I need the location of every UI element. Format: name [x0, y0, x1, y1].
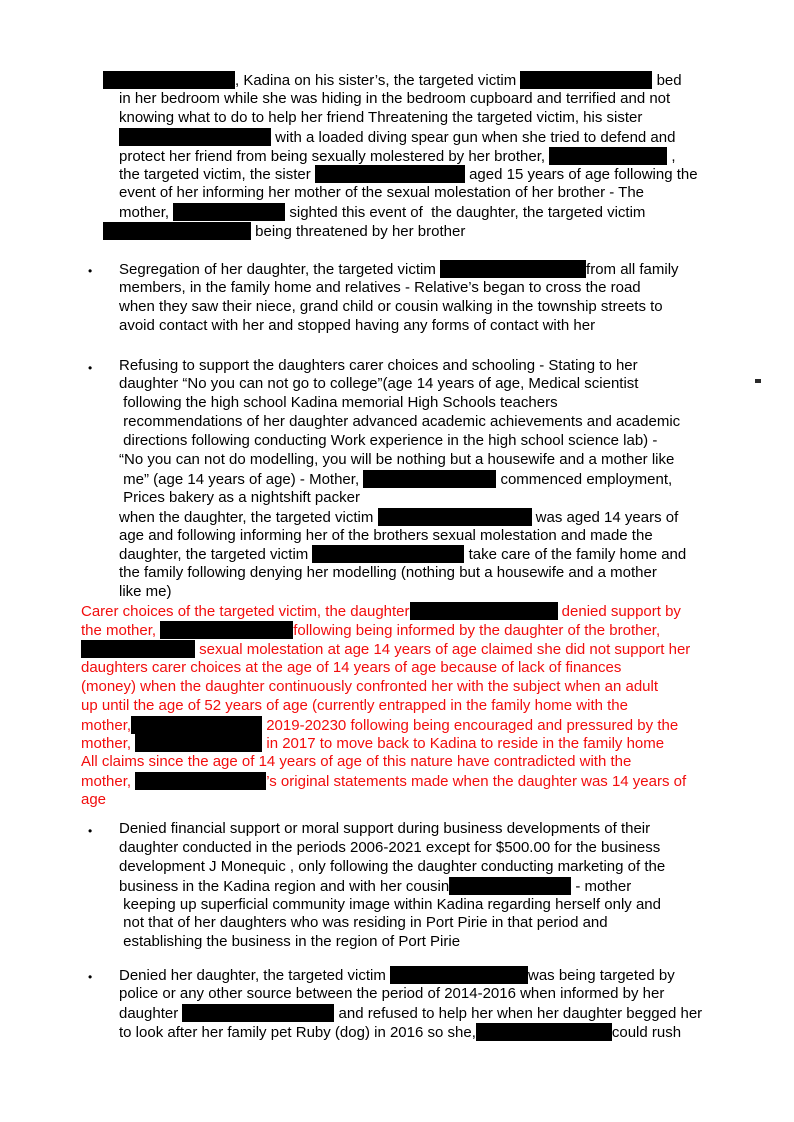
- text-line: [119, 820, 794, 839]
- text-line: [119, 933, 794, 952]
- text-run: like me): [119, 583, 172, 601]
- bullet-item: [0, 820, 794, 952]
- text-line: [119, 966, 794, 985]
- text-run: knowing what to do to help her friend Threatening the targeted victim, his sister: [119, 108, 643, 126]
- document-body: [0, 71, 794, 1042]
- text-line: [81, 621, 794, 640]
- text-line: [119, 985, 794, 1004]
- text-line: [81, 716, 794, 735]
- text-run: recommendations of her daughter advanced academic achievements and academic: [119, 413, 681, 431]
- text-run: take care of the family home and: [464, 546, 687, 564]
- redaction-box: [81, 640, 195, 658]
- text-run: denied support by: [557, 603, 681, 621]
- text-run: me” (age 14 years of age) - Mother,: [119, 470, 364, 488]
- text-run: development J Monequic , only following the daughter conducting marketing of the: [119, 857, 666, 875]
- redaction-box: [520, 71, 652, 89]
- text-line: [119, 413, 794, 432]
- text-run: could rush: [611, 1023, 682, 1041]
- text-run: commenced employment,: [496, 470, 673, 488]
- text-line: [119, 489, 794, 508]
- text-run: age: [81, 791, 107, 809]
- text-run: daughters carer choices at the age of 14 years of age because of lack of finances: [81, 658, 622, 676]
- text-line: [119, 451, 794, 470]
- text-run: ’s original statements made when the daughter was 14 years of: [266, 773, 687, 791]
- redaction-box: [315, 165, 465, 183]
- text-run: Carer choices of the targeted victim, the daughter: [81, 603, 410, 621]
- text-run: the mother,: [81, 622, 161, 640]
- text-run: protect her friend from being sexually molestered by her brother,: [119, 147, 550, 165]
- text-line: [81, 678, 794, 697]
- paragraph: [0, 71, 794, 241]
- redaction-box: [173, 203, 285, 221]
- text-line: [81, 753, 794, 772]
- text-run: Denied financial support or moral support during business developments of their: [119, 819, 651, 837]
- text-line: [119, 583, 794, 602]
- text-line: [119, 394, 794, 413]
- text-run: bed: [652, 72, 682, 89]
- text-run: establishing the business in the region of Port Pirie: [119, 933, 461, 951]
- text-line: [119, 109, 794, 128]
- redaction-box: [160, 621, 293, 639]
- text-line: [119, 90, 794, 109]
- bullet-icon: •: [88, 823, 93, 838]
- text-line: [119, 203, 794, 222]
- text-run: sexual molestation at age 14 years of age claimed she did not support her: [195, 640, 691, 658]
- text-line: [119, 470, 794, 489]
- text-run: in her bedroom while she was hiding in the bedroom cupboard and terrified and not: [119, 89, 671, 107]
- redaction-box: [378, 508, 532, 526]
- text-run: keeping up superficial community image within Kadina regarding herself only and: [119, 895, 661, 913]
- text-run: , Kadina on his sister’s, the targeted victim: [235, 72, 521, 89]
- bullet-icon: •: [88, 264, 93, 279]
- text-run: police or any other source between the period of 2014-2016 when informed by her: [119, 985, 665, 1003]
- text-run: with a loaded diving spear gun when she tried to defend and: [271, 128, 676, 146]
- text-line: [119, 260, 794, 279]
- text-run: in 2017 to move back to Kadina to reside in the family home: [262, 735, 665, 753]
- text-line: [119, 896, 794, 915]
- text-run: was aged 14 years of: [531, 508, 679, 526]
- stray-mark: [755, 379, 761, 383]
- text-line: [119, 298, 794, 317]
- text-line: [119, 877, 794, 896]
- text-run: sighted this event of the daughter, the targeted victim: [285, 204, 646, 222]
- text-line: [81, 659, 794, 678]
- text-line: [81, 697, 794, 716]
- redaction-box: [363, 470, 496, 488]
- redaction-box: [103, 71, 235, 89]
- text-run: when they saw their niece, grand child or cousin walking in the township streets to: [119, 297, 663, 315]
- text-run: age and following informing her of the brothers sexual molestation and made the: [119, 526, 653, 544]
- text-run: daughter conducted in the periods 2006-2021 except for $500.00 for the business: [119, 838, 661, 856]
- text-run: event of her informing her mother of the sexual molestation of her brother - The: [119, 184, 644, 202]
- text-run: aged 15 years of age following the: [464, 166, 698, 184]
- redaction-box: [135, 734, 262, 752]
- text-run: Segregation of her daughter, the targeted victim: [119, 261, 441, 279]
- red-paragraph: [0, 602, 794, 810]
- bullet-icon: •: [88, 360, 93, 375]
- text-line: [103, 222, 794, 241]
- text-run: members, in the family home and relatives - Relative’s began to cross the road: [119, 278, 641, 296]
- text-line: [119, 147, 794, 166]
- text-line: [119, 839, 794, 858]
- text-run: ,: [667, 147, 676, 165]
- text-line: [119, 1004, 794, 1023]
- text-run: when the daughter, the targeted victim: [119, 508, 378, 526]
- text-run: “No you can not do modelling, you will be nothing but a housewife and a mother like: [119, 451, 675, 469]
- text-run: mother,: [81, 773, 136, 791]
- text-run: up until the age of 52 years of age (currently entrapped in the family home with the: [81, 696, 628, 714]
- text-run: Refusing to support the daughters carer choices and schooling - Stating to her: [119, 356, 638, 374]
- text-line: [119, 128, 794, 147]
- text-run: following being informed by the daughter of the brother,: [293, 622, 661, 640]
- bullet-item: [0, 260, 794, 336]
- redaction-box: [390, 966, 528, 984]
- text-line: [103, 71, 794, 90]
- redaction-box: [119, 128, 271, 146]
- redaction-box: [312, 545, 464, 563]
- text-line: [119, 858, 794, 877]
- bullet-icon: •: [88, 970, 93, 985]
- text-run: directions following conducting Work experience in the high school science lab) -: [119, 432, 658, 450]
- redaction-box: [449, 877, 571, 895]
- text-run: and refused to help her when her daughter begged her: [334, 1004, 703, 1022]
- text-line: [81, 791, 794, 810]
- redaction-box: [103, 222, 251, 240]
- text-run: avoid contact with her and stopped having any forms of contact with her: [119, 316, 596, 334]
- text-line: [119, 317, 794, 336]
- text-line: [119, 432, 794, 451]
- text-line: [119, 527, 794, 546]
- text-run: mother,: [81, 716, 132, 734]
- text-run: mother,: [119, 204, 174, 222]
- text-line: [81, 602, 794, 621]
- text-run: daughter, the targeted victim: [119, 546, 313, 564]
- redaction-box: [476, 1023, 612, 1041]
- text-run: not that of her daughters who was residing in Port Pirie in that period and: [119, 914, 608, 932]
- text-line: [119, 165, 794, 184]
- text-run: business in the Kadina region and with her cousin: [119, 877, 450, 895]
- text-line: [81, 734, 794, 753]
- text-line: [119, 564, 794, 583]
- redaction-box: [549, 147, 667, 165]
- text-run: (money) when the daughter continuously confronted her with the subject when an adult: [81, 677, 659, 695]
- text-line: [119, 184, 794, 203]
- redaction-box: [131, 716, 262, 734]
- bullet-item: [0, 357, 794, 603]
- redaction-box: [182, 1004, 334, 1022]
- text-line: [119, 545, 794, 564]
- bullet-item: [0, 966, 794, 1042]
- text-run: Prices bakery as a nightshift packer: [119, 488, 360, 506]
- text-run: - mother: [571, 877, 632, 895]
- text-line: [119, 508, 794, 527]
- redaction-box: [135, 772, 266, 790]
- text-line: [81, 772, 794, 791]
- text-run: the targeted victim, the sister: [119, 166, 315, 184]
- text-line: [119, 357, 794, 376]
- text-run: being threatened by her brother: [251, 223, 466, 241]
- text-run: Denied her daughter, the targeted victim: [119, 967, 390, 985]
- text-run: All claims since the age of 14 years of age of this nature have contradicted with the: [81, 753, 632, 771]
- text-run: to look after her family pet Ruby (dog) in 2016 so she,: [119, 1023, 476, 1041]
- text-line: [119, 375, 794, 394]
- text-run: was being targeted by: [528, 967, 675, 985]
- text-line: [119, 914, 794, 933]
- text-run: mother,: [81, 735, 136, 753]
- text-line: [81, 640, 794, 659]
- text-run: from all family: [586, 261, 679, 279]
- text-run: following the high school Kadina memorial High Schools teachers: [119, 394, 558, 412]
- text-run: daughter: [119, 1004, 183, 1022]
- text-line: [119, 1023, 794, 1042]
- text-run: daughter “No you can not go to college”(age 14 years of age, Medical scientist: [119, 375, 639, 393]
- redaction-box: [410, 602, 558, 620]
- text-line: [119, 279, 794, 298]
- redaction-box: [440, 260, 586, 278]
- text-run: 2019-20230 following being encouraged and pressured by the: [262, 716, 679, 734]
- text-run: the family following denying her modelling (nothing but a housewife and a mother: [119, 564, 657, 582]
